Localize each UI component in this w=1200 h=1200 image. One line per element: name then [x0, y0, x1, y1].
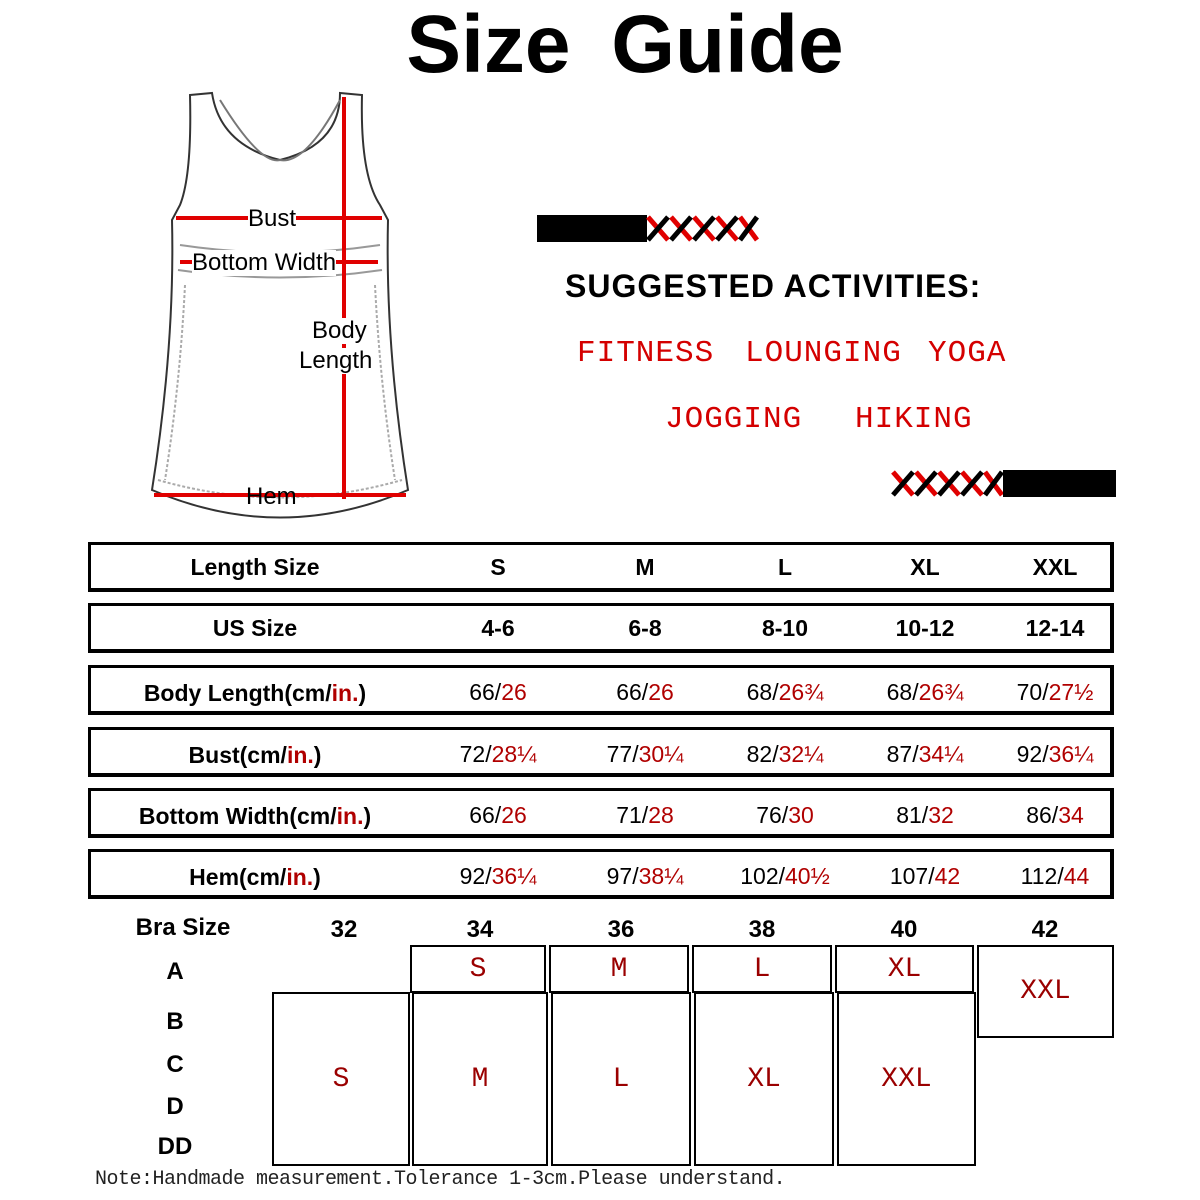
slash: / — [485, 741, 492, 767]
label-unit: in. — [331, 680, 359, 706]
cm-value: 86 — [1026, 802, 1052, 828]
slash: / — [928, 863, 935, 889]
size-header: M — [635, 554, 655, 580]
cm-value: 87 — [886, 741, 913, 767]
slash: / — [632, 741, 639, 767]
slash: / — [641, 802, 649, 828]
cm-value: 66 — [469, 679, 495, 705]
activities-heading: SUGGESTED ACTIVITIES: — [565, 268, 982, 304]
label-close: ) — [358, 680, 367, 706]
slash: / — [912, 741, 919, 767]
measurement-value — [607, 732, 684, 776]
measurement-value — [896, 793, 954, 837]
label-close: ) — [313, 864, 321, 890]
slash: / — [781, 802, 789, 828]
activity-lounging: LOUNGING — [745, 336, 902, 371]
size-header: XXL — [1032, 554, 1078, 580]
inch-value: 40½ — [785, 863, 830, 889]
label-unit: in. — [336, 803, 364, 829]
bust-label: Bust — [248, 205, 297, 232]
band-size: 40 — [890, 916, 918, 943]
slash: / — [772, 741, 779, 767]
band-size: 36 — [607, 916, 635, 943]
label-unit: in. — [286, 742, 314, 768]
note-text: Note:Handmade measurement.Tolerance 1-3cm.Please understand. — [95, 1168, 786, 1191]
cm-value: 72 — [459, 741, 486, 767]
slash: / — [912, 679, 919, 705]
measurement-value — [469, 670, 527, 714]
cross-stitch-icon — [890, 470, 1005, 497]
a-cup-cell: XL — [835, 945, 974, 993]
row-label — [189, 855, 321, 899]
slash: / — [1051, 802, 1059, 828]
cm-value: 68 — [746, 679, 773, 705]
cm-value: 92 — [459, 863, 486, 889]
row-label: US Size — [212, 615, 298, 641]
label-text: Hem(cm/ — [189, 864, 287, 890]
a-cup-cell: L — [692, 945, 832, 993]
label-text: Bust(cm/ — [188, 742, 287, 768]
band-size: 34 — [466, 916, 494, 943]
cup-size: DD — [157, 1133, 193, 1160]
measurement-value — [747, 732, 824, 776]
inch-value: 30¼ — [638, 741, 684, 767]
cm-value: 68 — [886, 679, 913, 705]
hem-label: Hem — [246, 483, 297, 510]
cm-value: 66 — [616, 679, 642, 705]
body-length-label-1: Body — [312, 317, 367, 344]
cup-size: A — [166, 958, 184, 985]
measurement-value — [1017, 732, 1094, 776]
inch-value: 44 — [1063, 863, 1090, 889]
inch-value: 26¾ — [778, 679, 824, 705]
activity-yoga: YOGA — [928, 336, 1007, 371]
band-size: 32 — [330, 916, 358, 943]
inch-value: 38¼ — [638, 863, 684, 889]
inch-value: 34 — [1058, 802, 1084, 828]
size-header: XL — [910, 554, 940, 580]
row-label — [139, 794, 371, 838]
size-header: S — [490, 554, 506, 580]
bcd-cup-cell: XL — [694, 992, 834, 1166]
bottom-width-label: Bottom Width — [192, 249, 337, 276]
measurement-value — [616, 793, 674, 837]
measurement-row — [88, 788, 1114, 838]
cm-value: 71 — [616, 802, 642, 828]
label-unit: in. — [286, 864, 314, 890]
cross-stitch-icon — [645, 215, 760, 242]
slash: / — [778, 863, 785, 889]
cm-value: 82 — [746, 741, 773, 767]
measurement-value — [1026, 793, 1084, 837]
row-label — [189, 733, 322, 777]
measurement-row — [88, 849, 1114, 899]
measurement-value — [740, 854, 830, 898]
bra-size-label: Bra Size — [135, 914, 231, 941]
cm-value: 81 — [896, 802, 922, 828]
slash: / — [641, 679, 649, 705]
length-size-row — [88, 542, 1114, 592]
measurement-row — [88, 665, 1114, 715]
cm-value: 107 — [889, 863, 929, 889]
label-close: ) — [363, 803, 372, 829]
measurement-value — [469, 793, 527, 837]
bcd-cup-cell: L — [551, 992, 691, 1166]
size-header: L — [777, 554, 793, 580]
cm-value: 112 — [1020, 863, 1058, 889]
measurement-value — [616, 670, 674, 714]
inch-value: 36¼ — [1048, 741, 1094, 767]
inch-value: 34¼ — [918, 741, 964, 767]
label-text: Body Length(cm/ — [143, 680, 332, 706]
measurement-value — [887, 732, 964, 776]
slash: / — [772, 679, 779, 705]
measurement-value — [460, 732, 537, 776]
measurement-value — [890, 854, 960, 898]
slash: / — [494, 679, 502, 705]
cm-value: 92 — [1016, 741, 1043, 767]
slash: / — [494, 802, 502, 828]
decorative-bar-top — [537, 215, 762, 242]
measurement-value — [1017, 670, 1094, 714]
bcd-cup-cell: XXL — [837, 992, 976, 1166]
inch-value: 32 — [928, 802, 954, 828]
page-title: Size Guide — [406, 0, 844, 90]
measurement-value — [1021, 854, 1090, 898]
cm-value: 102 — [740, 863, 779, 889]
inch-value: 42 — [934, 863, 961, 889]
row-label — [144, 671, 366, 715]
cm-value: 70 — [1016, 679, 1043, 705]
inch-value: 32¼ — [778, 741, 824, 767]
cm-value: 76 — [756, 802, 782, 828]
slash: / — [1042, 679, 1049, 705]
slash: / — [1042, 741, 1049, 767]
band-size: 42 — [1031, 916, 1059, 943]
activity-jogging: JOGGING — [665, 402, 803, 437]
us-size-value: 4-6 — [481, 615, 515, 641]
inch-value: 36¼ — [491, 863, 537, 889]
inch-value: 28¼ — [491, 741, 537, 767]
band-size: 38 — [748, 916, 776, 943]
bcd-cup-cell: S — [272, 992, 410, 1166]
cm-value: 66 — [469, 802, 495, 828]
inch-value: 26¾ — [918, 679, 964, 705]
measurement-value — [756, 793, 814, 837]
cm-value: 77 — [606, 741, 633, 767]
xxl-42-cell: XXL — [977, 945, 1114, 1038]
slash: / — [485, 863, 492, 889]
decorative-bar-bottom — [890, 470, 1116, 497]
tank-top-diagram — [140, 85, 420, 535]
measurement-value — [887, 670, 964, 714]
us-size-value: 12-14 — [1025, 615, 1085, 641]
bcd-cup-cell: M — [412, 992, 548, 1166]
measurement-row — [88, 727, 1114, 777]
us-size-value: 6-8 — [628, 615, 662, 641]
us-size-value: 10-12 — [895, 615, 955, 641]
measurement-value — [747, 670, 824, 714]
us-size-value: 8-10 — [761, 615, 809, 641]
inch-value: 26 — [501, 679, 527, 705]
inch-value: 28 — [648, 802, 674, 828]
measurement-value — [607, 854, 684, 898]
cm-value: 97 — [606, 863, 633, 889]
a-cup-cell: S — [410, 945, 546, 993]
slash: / — [1057, 863, 1064, 889]
us-size-row — [88, 603, 1114, 653]
activity-hiking: HIKING — [855, 402, 973, 437]
inch-value: 30 — [788, 802, 814, 828]
body-length-label-2: Length — [299, 347, 373, 374]
measurement-value — [460, 854, 537, 898]
cup-size: C — [166, 1051, 184, 1078]
slash: / — [632, 863, 639, 889]
slash: / — [921, 802, 929, 828]
cup-size: B — [166, 1008, 184, 1035]
cup-size: D — [166, 1093, 184, 1120]
label-close: ) — [313, 742, 322, 768]
inch-value: 26 — [501, 802, 527, 828]
a-cup-cell: M — [549, 945, 689, 993]
inch-value: 26 — [648, 679, 674, 705]
label-text: Bottom Width(cm/ — [138, 803, 337, 829]
row-label: Length Size — [190, 554, 320, 580]
inch-value: 27½ — [1048, 679, 1094, 705]
activity-fitness: FITNESS — [577, 336, 715, 371]
